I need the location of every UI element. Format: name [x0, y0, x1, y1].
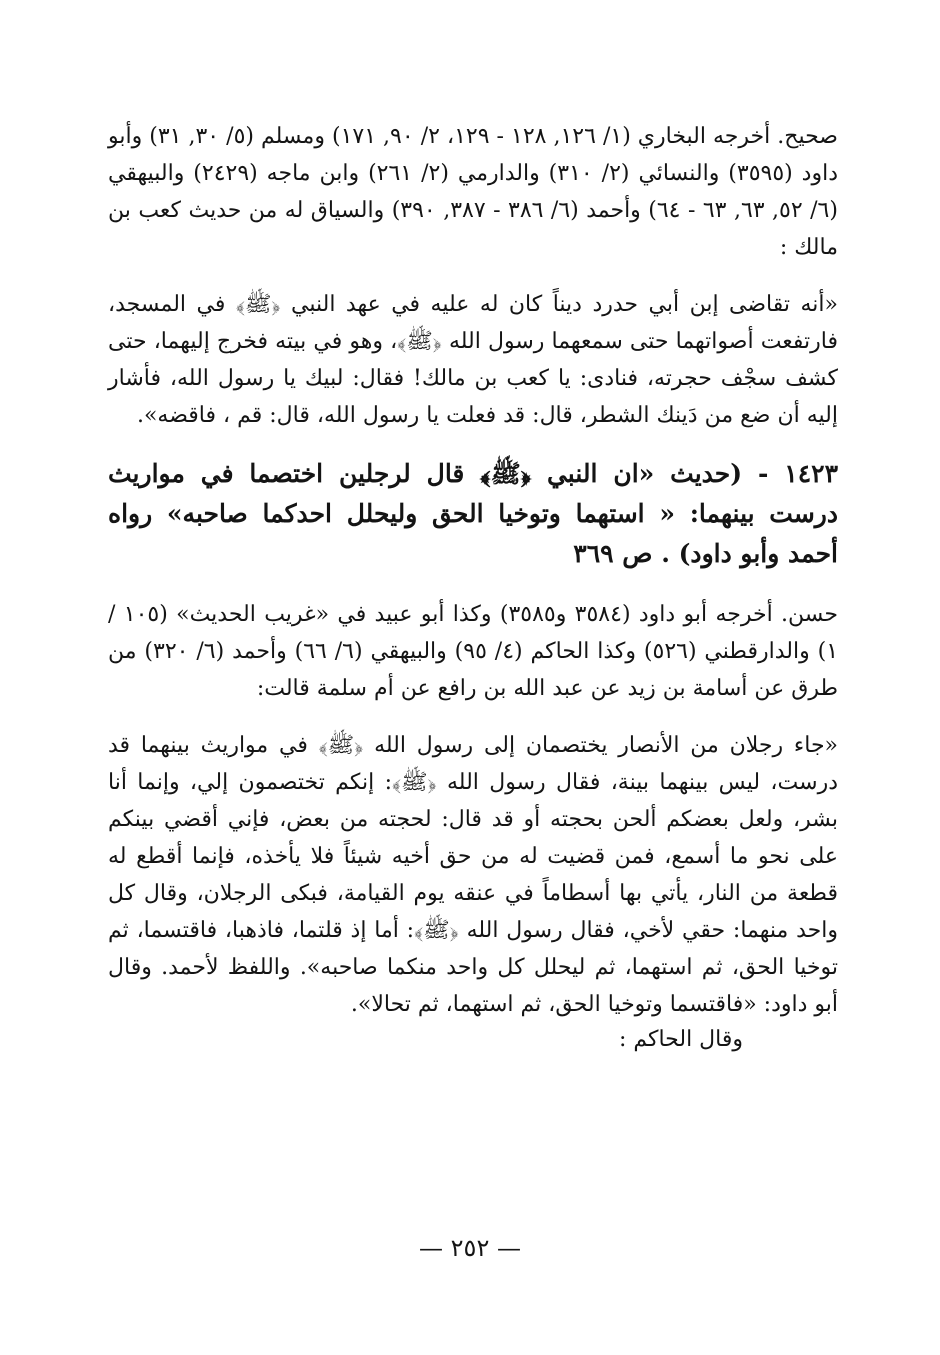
hadith-text-paragraph: «جاء رجلان من الأنصار يختصمان إلى رسول الله ﴿ﷺ﴾ في مواريث بينهما قد درست، ليس بينهما بينة، فقال رسول الله ﴿ﷺ﴾: إنكم تختصمون إلي، وإنما أنا بشر، ولعل بعضكم ألحن بحجته أو قد قال: لحجته من بعض، فإني أقضي بينكم على نحو ما أسمع، فمن قضيت له من حق أخيه شيئاً فلا يأخذه، فإنما أقطع له قطعة من النار، يأتي بها أسطاماً في عنقه يوم القيامة، فبكى الرجلان، وقال كل واحد منهما: حقي لأخي، فقال رسول الله ﴿ﷺ﴾: أما إذ قلتما، فاذهبا، فاقتسما، ثم توخيا الحق، ثم استهما، ثم ليحلل كل واحد منكما صاحبه». واللفظ لأحمد. وقال أبو داود: «فاقتسما وتوخيا الحق، ثم استهما، ثم تحالا». [108, 733, 838, 1017]
hadith-quote-paragraph: «أنه تقاضى إبن أبي حدرد ديناً كان له عليه في عهد النبي ﴿ﷺ﴾ في المسجد، فارتفعت أصواتهما حتى سمعهما رسول الله ﴿ﷺ﴾، وهو في بيته فخرج إليهما، حتى كشف سجْف حجرته، فنادى: يا كعب بن مالك! فقال: لبيك يا رسول الله، فأشار إليه أن ضع من دَينك الشطر، قال: قد فعلت يا رسول الله، قال: قم ، فاقضه». [108, 292, 838, 428]
sources-paragraph: صحيح. أخرجه البخاري (١/ ١٢٦, ١٢٨ - ١٢٩، ٢/ ٩٠, ١٧١) ومسلم (٥/ ٣٠, ٣١) وأبو داود (٣٥٩٥) والنسائي (٢/ ٣١٠) والدارمي (٢/ ٢٦١) وابن ماجه (٢٤٢٩) والبيهقي (٦/ ٥٢, ٦٣, ٦٣ - ٦٤) وأحمد (٦/ ٣٨٦ - ٣٨٧, ٣٩٠) والسياق له من حديث كعب بن مالك : [108, 124, 839, 260]
page-number: — ٢٥٢ — [419, 1234, 521, 1262]
page-body [108, 118, 838, 1056]
entry-heading: ١٤٢٣ - (حديث «ان النبي ﴿ﷺ﴾ قال لرجلين اختصما في مواريث درست بينهما: « استهما وتوخيا الحق وليحلل احدكما صاحبه» رواه أحمد وأبو داود) . ص ٣٦٩ [108, 459, 838, 568]
closing-line: وقال الحاكم : [618, 1027, 743, 1052]
closing-line-wrapper [108, 1023, 838, 1056]
grading-paragraph: حسن. أخرجه أبو داود (٣٥٨٤ و٣٥٨٥) وكذا أبو عبيد في «غريب الحديث» (١٠٥ / ١) والدارقطني (٥٢٦) وكذا الحاكم (٤/ ٩٥) والبيهقي (٦/ ٦٦) وأحمد (٦/ ٣٢٠) من طرق عن أسامة بن زيد عن عبد الله بن رافع عن أم سلمة قالت: [108, 602, 839, 701]
